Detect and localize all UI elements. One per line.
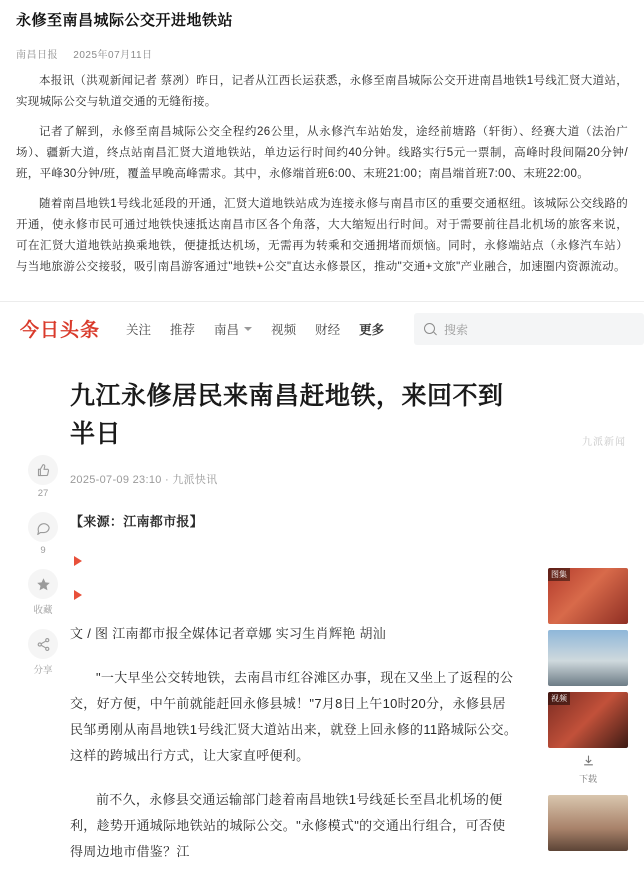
favorite-label: 收藏 [33, 605, 53, 616]
favorite-button[interactable] [28, 569, 58, 616]
nav-item-recommend[interactable] [170, 320, 195, 338]
chevron-down-icon [244, 327, 252, 331]
comment-count: 9 [40, 545, 46, 556]
like-button[interactable] [28, 455, 58, 499]
download-icon [582, 754, 595, 770]
article-meta: 2025-07-09 23:10 · 九派快讯 [70, 474, 218, 486]
top-article-paragraph: 随着南昌地铁1号线北延段的开通，汇贤大道地铁站成为连接永修与南昌市区的重要交通枢纽。该城际公交线路的开通，使永修市民可通过地铁快速抵达南昌市区各个角落，大大缩短出行时间。对于需要前往昌北机场的旅客来说，可在汇贤大道地铁站换乘地铁，便捷抵达机场，无需再为转乘和交通拥堵而烦恼。同时，永修端站点（永修汽车站）与当地旅游公交接驳，吸引南昌游客通过"地铁+公交"直达永修景区，推动"交通+文旅"产业融合，加速圈内资源流动。 [16, 198, 628, 273]
nav-item-follow[interactable] [126, 320, 151, 338]
nav-item-more[interactable] [359, 320, 384, 338]
play-icon[interactable] [74, 556, 82, 566]
media-play-row[interactable] [70, 587, 518, 605]
share-button[interactable] [28, 629, 58, 676]
article-byline: 文 / 图 江南都市报全媒体记者章娜 实习生肖辉艳 胡汕 [70, 626, 387, 641]
top-article-block [0, 0, 644, 301]
download-button[interactable] [548, 754, 628, 785]
side-column [532, 377, 628, 883]
thumbs-up-icon [28, 455, 58, 485]
nav-item-finance[interactable] [315, 320, 340, 338]
top-article-date: 2025年07月11日 [73, 50, 153, 61]
thumb-4[interactable] [548, 795, 628, 851]
thumb-1[interactable] [548, 568, 628, 624]
download-label: 下载 [578, 774, 597, 784]
nav-label: 关注 [126, 322, 152, 337]
top-article-title: 永修至南昌城际公交开进地铁站 [16, 12, 234, 29]
like-count: 27 [37, 488, 49, 499]
article-body [70, 377, 532, 883]
article-paragraph: 前不久，永修县交通运输部门趁着南昌地铁1号线延长至昌北机场的便利，趁势开通城际地铁站的城际公交。"永修模式"的交通出行组合，可否使得周边地市借鉴？江 [70, 792, 506, 859]
comment-icon [28, 512, 58, 542]
thumb-tag: 视频 [548, 692, 570, 705]
article-source-line: 【来源：江南都市报】 [70, 514, 204, 529]
nav-label: 南昌 [214, 322, 240, 337]
top-article-source: 南昌日报 [16, 50, 58, 61]
share-label: 分享 [33, 665, 53, 676]
page-title: 九江永修居民来南昌赶地铁，来回不到半日 [70, 382, 504, 448]
comment-button[interactable] [28, 512, 58, 556]
site-header [0, 301, 644, 355]
top-article-paragraph: 记者了解到，永修至南昌城际公交全程约26公里，从永修汽车站始发，途经前塘路（轩街）、经赛大道（法治广场）、疆新大道，终点站南昌汇贤大道地铁站，单边运行时间约40分钟。线路实行5元一票制，高峰时段间隔20分钟/班，平峰30分钟/班，覆盖早晚高峰需求。其中，永修端首班6:00、末班21:00；南昌端首班7:00、末班22:00。 [16, 126, 628, 180]
search-box[interactable] [414, 313, 644, 345]
action-rail [16, 377, 70, 883]
nav-label: 财经 [315, 322, 341, 337]
thumb-tag: 图集 [548, 568, 570, 581]
nav-label: 更多 [359, 322, 385, 337]
top-article-paragraph: 本报讯（洪观新闻记者 蔡冽）昨日，记者从江西长运获悉，永修至南昌城际公交开进南昌地铁1号线汇贤大道站，实现城际公交与轨道交通的无缝衔接。 [16, 75, 628, 108]
nav-label: 推荐 [170, 322, 196, 337]
top-article-meta [16, 46, 628, 61]
site-logo[interactable]: 今日头条 [20, 320, 101, 341]
star-icon [28, 569, 58, 599]
thumb-2[interactable] [548, 630, 628, 686]
main-nav [126, 320, 384, 338]
play-icon[interactable] [74, 590, 82, 600]
nav-item-nanchang[interactable] [214, 320, 252, 338]
nav-item-video[interactable] [271, 320, 296, 338]
search-button-label[interactable]: 搜索 [444, 322, 469, 337]
article-paragraph: "一大早坐公交转地铁，去南昌市红谷滩区办事，现在又坐上了返程的公交，好方便，中午前就能赶回永修县城！"7月8日上午10时20分，永修县居民邹勇刚从南昌地铁1号线汇贤大道站出来，就登上回永修的11路城际公交。这样的跨城出行方式，让大家直呼便利。 [70, 670, 518, 763]
thumb-3[interactable] [548, 692, 628, 748]
nav-label: 视频 [271, 322, 297, 337]
watermark-label: 九派新闻 [582, 437, 626, 448]
content-area [0, 355, 644, 883]
search-icon [424, 323, 437, 336]
share-icon [28, 629, 58, 659]
media-play-row[interactable] [70, 553, 518, 571]
